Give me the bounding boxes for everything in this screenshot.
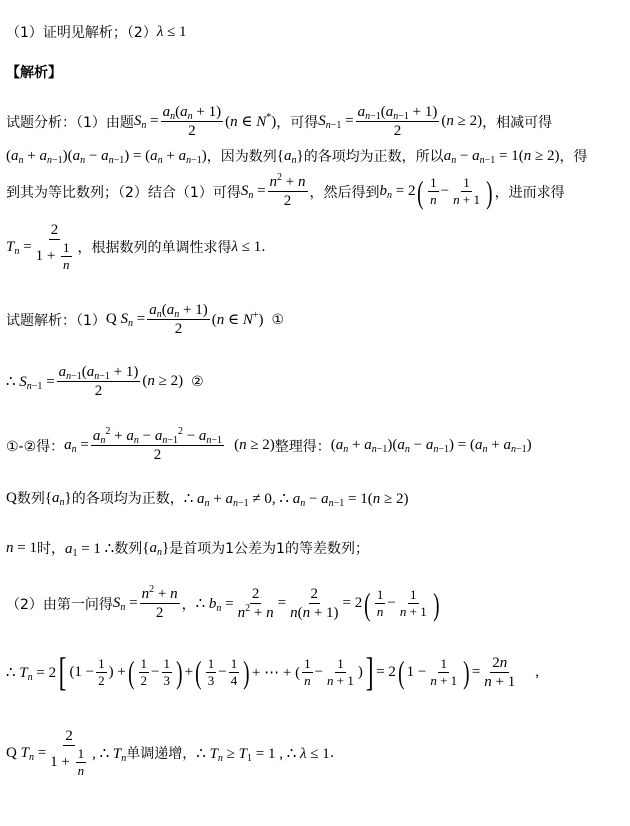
fraction: $\frac{a_n(a_n + 1)}{2}$	[162, 104, 222, 139]
solution-line-8: Q $T_n$ = 2 1 + $\frac{1}{n}$ , ∴ $T_n$ 单调递增， ∴ $T_n \ge T_1 = 1$ , ∴ λ ≤ 1 .	[6, 728, 335, 778]
answer-text: （1）证明见解析；（2）	[6, 25, 157, 41]
solution-line-2: ∴ $S_{n-1}$ = $\frac{a_{n-1}(a_{n-1} + 1)}{2}$ (n ≥ 2) ②	[6, 364, 204, 399]
solution-line-3: ①-②得： $a_n$ = $\frac{a_n^2 + a_n - a_{n-1}^2 - a_{n-1}}{2}$ (n ≥ 2) 整理得： $(a_n + a_{n-1})(a_n - a_{n-1}) = (a_n + a_{n-1})$	[6, 426, 532, 463]
solution-line-4: Q 数列 $\{a_n\}$ 的各项均为正数， ∴ $a_n + a_{n-1} \ne 0$, ∴ $a_n - a_{n-1} = 1(n \ge 2)$	[6, 489, 409, 509]
solution-line-7: ∴ $T_n = 2$ [ (1 − $\frac{1}{2}$ ) + ( $\frac{1}{2}$ − $\frac{1}{3}$ ) + ( $\frac{1}{3}$ − $\frac{1}{4}$ ) + ⋯ + ( $\frac{1}{n}$ − $\frac{1}{n + 1}$ ) ] = 2 ( 1 − $\frac{1}{n + 1}$ ) = $\frac{2n}{n + 1}$ ,	[6, 649, 539, 694]
analysis-line-3: 到其为等比数列；（2）结合（1）可得 $S_n$ = $\frac{n^2 + n}{2}$ ，然后得到 $b_n = 2$ ( $\frac{1}{n}$ − $\frac{1}{n + 1}$ ) ，进而求得	[6, 172, 565, 210]
analysis-heading: 【解析】	[6, 65, 62, 81]
answer-math: λ ≤ 1	[156, 23, 187, 40]
analysis-line-4: $T_n$ = 2 1 + $\frac{1}{n}$ ，根据数列的单调性求得 λ ≤ 1 .	[6, 222, 266, 272]
solution-line-6: （2）由第一问得 $S_n$ = $\frac{n^2 + n}{2}$ ， ∴ $b_n$ = $\frac{2}{n^2 + n}$ = $\frac{2}{n(n + 1)}$ = 2 ( $\frac{1}{n}$ − $\frac{1}{n + 1}$ )	[6, 584, 440, 622]
analysis-line-1: 试题分析：（1）由题 $S_n$ = $\frac{a_n(a_n + 1)}{2}$ (n ∈ N*) ，可得 $S_{n-1}$ = $\frac{a_{n-1}(a_{n-1} + 1)}{2}$ (n ≥ 2) ，相减可得	[6, 104, 553, 139]
solution-line-5: n = 1 时， $a_1 = 1$ ∴ 数列 $\{a_n\}$ 是首项为1公差为1的等差数列；	[6, 539, 369, 559]
solution-line-1: 试题解析：（1） Q $S_n$ = $\frac{a_n(a_n + 1)}{2}$ (n ∈ N+) ①	[6, 302, 285, 337]
analysis-line-2: $(a_n + a_{n-1})(a_n - a_{n-1}) = (a_n + a_{n-1})$ ，因为数列 $\{a_n\}$ 的各项均为正数，所以 $a_n - a_{n-1} = 1(n \ge 2)$ ，得	[6, 147, 588, 166]
answer-line	[6, 22, 187, 42]
